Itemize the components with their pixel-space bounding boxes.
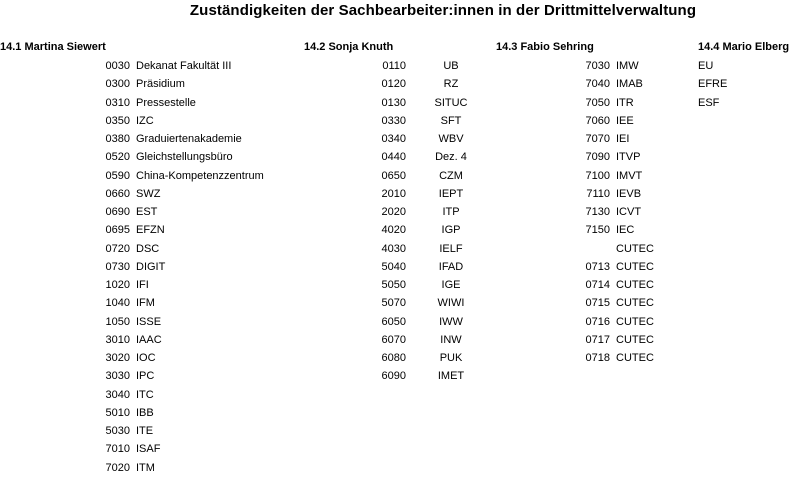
cost-center-code: 1050 [105,315,130,328]
list-item [300,240,496,258]
list-item [300,349,496,367]
unit-name: CUTEC [616,352,654,364]
cost-center-code: 5030 [105,425,130,437]
list-item [300,276,496,294]
unit-name: ITC [136,388,154,401]
unit-name: CZM [439,169,463,182]
unit-name: IEE [616,114,634,127]
cost-center-code: 0110 [382,60,406,72]
unit-name: IGE [441,279,461,291]
unit-name: DSC [136,242,160,255]
cost-center-code: 0716 [585,315,610,328]
unit-name: IFI [136,279,149,291]
cost-center-code: 0715 [585,297,610,310]
unit-name: IZC [136,114,154,127]
unit-name: IMVT [616,169,643,182]
list-item [0,258,264,276]
unit-name: CUTEC [616,315,654,328]
unit-name: PUK [439,352,463,364]
unit-name: EFZN [136,224,165,237]
list-item [300,130,496,148]
list-item [540,203,654,221]
list-item [0,294,264,312]
list-item [540,276,654,294]
list-item [300,203,496,221]
unit-name: SITUC [434,96,468,109]
list-item [540,240,654,258]
list-item [698,94,727,112]
unit-name: IFM [136,297,155,310]
cost-center-code: 0660 [105,187,130,200]
cost-center-code: 3030 [105,370,130,383]
cost-center-code: 0350 [105,114,130,127]
list-item [0,440,264,458]
unit-name: CUTEC [616,333,654,346]
list-item [300,148,496,166]
list-item [0,276,264,294]
unit-name: IGP [441,224,461,237]
column-list-siewert [0,57,264,477]
cost-center-code: 6080 [381,352,406,364]
unit-name: IEC [616,224,635,237]
list-item [540,57,654,75]
unit-name: EU [698,60,714,72]
cost-center-code: 5010 [105,406,130,419]
cost-center-code: 3040 [105,388,130,401]
list-item [540,313,654,331]
cost-center-code: 5040 [381,260,406,273]
column-list-sehring [540,57,654,367]
cost-center-code: 0120 [381,78,406,91]
unit-name: RZ [443,78,459,91]
cost-center-code: 0380 [105,133,130,145]
unit-name: INW [440,333,462,346]
list-item [0,240,264,258]
cost-center-code: 7150 [585,224,610,237]
cost-center-code: 0720 [105,242,130,255]
cost-center-code: 7090 [585,151,610,164]
unit-name: Präsidium [136,78,185,91]
list-item [300,367,496,385]
cost-center-code: 0520 [105,151,130,164]
list-item [0,313,264,331]
unit-name: IFAD [438,260,464,273]
unit-name: China-Kompetenzzentrum [136,169,264,182]
unit-name: ITM [136,461,155,474]
column-heading-siewert: 14.1 Martina Siewert [0,41,106,53]
page-title-text: Zuständigkeiten der Sachbearbeiter:innen in der Drittmittelverwaltung [189,2,697,19]
list-item [540,349,654,367]
list-item [0,130,264,148]
cost-center-code: 0690 [105,206,130,218]
page-title [0,2,800,19]
list-item [698,75,727,93]
unit-name: IMAB [616,78,643,91]
list-item [0,94,264,112]
list-item [0,112,264,130]
list-item [540,112,654,130]
cost-center-code: 2010 [381,187,406,200]
column-list-elberg [698,57,727,112]
unit-name: Dekanat Fakultät III [136,60,232,72]
list-item [300,75,496,93]
list-item [0,367,264,385]
unit-name: ISSE [136,315,162,328]
unit-name: ICVT [616,206,642,218]
column-heading-knuth: 14.2 Sonja Knuth [304,41,394,53]
list-item [0,203,264,221]
unit-name: ITE [136,425,154,437]
column-heading-sehring: 14.3 Fabio Sehring [496,41,594,53]
cost-center-code: 6050 [381,315,406,328]
list-item [0,75,264,93]
cost-center-code: 2020 [381,206,406,218]
list-item [0,221,264,239]
cost-center-code: 7020 [105,461,130,474]
list-item [0,57,264,75]
column-list-knuth [300,57,496,386]
cost-center-code: 5070 [381,297,406,310]
cost-center-code: 6090 [381,370,406,383]
list-item [540,148,654,166]
unit-name: WIWI [437,297,465,310]
unit-name: Pressestelle [136,96,196,109]
list-item [300,167,496,185]
cost-center-code: 4020 [381,224,406,237]
cost-center-code: 0330 [381,114,406,127]
list-item [540,258,654,276]
unit-name: ISAF [136,443,161,456]
cost-center-code: 0650 [381,169,406,182]
list-item [300,57,496,75]
list-item [540,75,654,93]
list-item [300,294,496,312]
list-item [0,185,264,203]
unit-name: WBV [438,133,464,145]
cost-center-code: 6070 [381,333,406,346]
unit-name: UB [443,60,459,72]
list-item [540,331,654,349]
cost-center-code: 0440 [381,151,406,164]
list-item [540,294,654,312]
unit-name: SFT [440,114,462,127]
list-item [0,459,264,477]
cost-center-code: 0300 [105,78,130,91]
unit-name: IELF [439,242,463,255]
list-item [0,386,264,404]
cost-center-code: 0310 [105,96,130,109]
cost-center-code: 3010 [105,333,130,346]
cost-center-code: 0695 [105,224,130,237]
list-item [300,94,496,112]
cost-center-code: 0590 [105,169,130,182]
list-item [300,313,496,331]
cost-center-code: 7010 [105,443,130,456]
unit-name: CUTEC [616,279,654,291]
cost-center-code: 0718 [585,352,610,364]
unit-name: Graduiertenakademie [136,133,242,145]
unit-name: IOC [136,352,156,364]
cost-center-code: 0717 [585,333,610,346]
list-item [0,148,264,166]
unit-name: IMET [437,370,465,383]
cost-center-code: 0713 [585,260,610,273]
unit-name: IMW [616,60,639,72]
list-item [540,94,654,112]
unit-name: EFRE [698,78,728,91]
cost-center-code: 7060 [585,114,610,127]
list-item [0,422,264,440]
list-item [300,221,496,239]
list-item [300,112,496,130]
list-item [0,349,264,367]
column-heading-elberg: 14.4 Mario Elberg [698,41,790,53]
unit-name: IEVB [616,187,642,200]
unit-name: IPC [136,370,155,383]
list-item [0,167,264,185]
list-item [0,331,264,349]
cost-center-code: 7070 [585,133,610,145]
cost-center-code: 7100 [585,169,610,182]
cost-center-code: 0030 [105,60,130,72]
unit-name: SWZ [136,187,161,200]
unit-name: CUTEC [616,260,654,273]
cost-center-code: 4030 [381,242,406,255]
unit-name: ESF [698,96,720,109]
list-item [540,221,654,239]
cost-center-code: 0130 [381,96,406,109]
unit-name: EST [136,206,158,218]
unit-name: ITVP [616,151,641,164]
list-item [300,185,496,203]
cost-center-code: 7110 [586,187,610,200]
cost-center-code: 0730 [105,260,130,273]
unit-name: IWW [439,315,463,328]
list-item [698,57,727,75]
cost-center-code: 7050 [585,96,610,109]
cost-center-code: 0714 [585,279,610,291]
list-item [300,258,496,276]
list-item [540,185,654,203]
cost-center-code: 3020 [105,352,130,364]
unit-name: IEI [616,133,630,145]
unit-name: Gleichstellungsbüro [136,151,233,164]
cost-center-code: 7040 [585,78,610,91]
cost-center-code: 1020 [105,279,130,291]
unit-name: CUTEC [616,297,654,310]
unit-name: IBB [136,406,154,419]
cost-center-code: 7130 [585,206,610,218]
unit-name: DIGIT [136,260,166,273]
list-item [0,404,264,422]
unit-name: ITP [442,206,460,218]
unit-name: IAAC [136,333,162,346]
cost-center-code: 7030 [585,60,610,72]
list-item [540,130,654,148]
unit-name: IEPT [438,187,464,200]
list-item [540,167,654,185]
unit-name: Dez. 4 [435,151,467,164]
unit-name: CUTEC [616,242,654,255]
cost-center-code: 1040 [105,297,130,310]
cost-center-code: 0340 [381,133,406,145]
list-item [300,331,496,349]
unit-name: ITR [616,96,634,109]
cost-center-code: 5050 [381,279,406,291]
